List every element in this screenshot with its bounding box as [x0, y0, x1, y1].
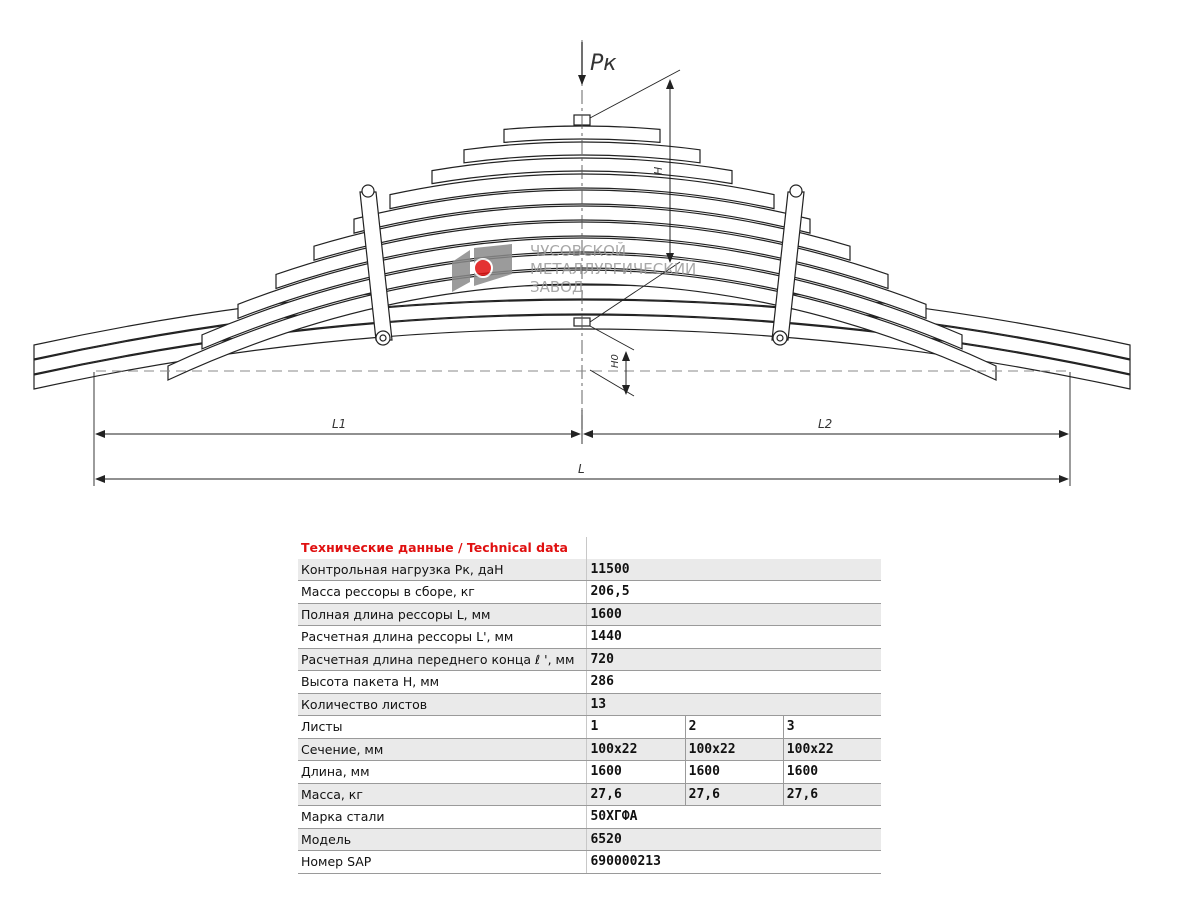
total-length-label: L	[578, 462, 585, 476]
table-row	[298, 581, 881, 604]
logo-text-line3: ЗАВОД	[530, 278, 584, 296]
row-label: Номер SAP	[298, 851, 587, 874]
rear-length-label: L2	[818, 417, 833, 431]
leaf-value-3: 1600	[783, 761, 881, 784]
front-length-label: L1	[332, 417, 347, 431]
table-row	[298, 648, 881, 671]
length-row	[298, 761, 881, 784]
camber-label: H0	[610, 354, 621, 368]
table-row	[298, 671, 881, 694]
logo-dot	[474, 259, 492, 277]
row-value: 11500	[587, 559, 881, 581]
row-label: Масса, кг	[298, 783, 587, 806]
leaf-value-2: 1600	[685, 761, 783, 784]
row-value: 1440	[587, 626, 881, 649]
table-row	[298, 559, 881, 581]
leaf-value-3: 3	[783, 716, 881, 739]
row-label: Листы	[298, 716, 587, 739]
row-value: 6520	[587, 828, 881, 851]
row-value: 13	[587, 693, 881, 716]
technical-data-table	[298, 537, 881, 874]
row-label: Полная длина рессоры L, мм	[298, 603, 587, 626]
leaf-value-1: 1600	[587, 761, 685, 784]
row-label: Высота пакета Н, мм	[298, 671, 587, 694]
row-label: Марка стали	[298, 806, 587, 829]
section-row	[298, 738, 881, 761]
row-value: 50ХГФА	[587, 806, 881, 829]
row-label: Расчетная длина рессоры L', мм	[298, 626, 587, 649]
row-label: Контрольная нагрузка Рк, даН	[298, 559, 587, 581]
leaf-value-1: 100x22	[587, 738, 685, 761]
load-arrow	[582, 42, 617, 84]
leaf-value-1: 27,6	[587, 783, 685, 806]
table-row	[298, 603, 881, 626]
table-row	[298, 626, 881, 649]
leaf-value-3: 27,6	[783, 783, 881, 806]
row-value: 206,5	[587, 581, 881, 604]
row-label: Расчетная длина переднего конца ℓ ', мм	[298, 648, 587, 671]
leaves-header-row	[298, 716, 881, 739]
logo-text-line1: ЧУСОВСКОЙ	[530, 242, 627, 260]
leaf-value-2: 27,6	[685, 783, 783, 806]
leaf-value-2: 2	[685, 716, 783, 739]
row-label: Длина, мм	[298, 761, 587, 784]
row-label: Количество листов	[298, 693, 587, 716]
table-title: Технические данные / Technical data	[298, 537, 587, 559]
row-value: 690000213	[587, 851, 881, 874]
row-value: 1600	[587, 603, 881, 626]
leaf-value-2: 100x22	[685, 738, 783, 761]
table-row	[298, 851, 881, 874]
mass-row	[298, 783, 881, 806]
row-label: Модель	[298, 828, 587, 851]
load-label: Pк	[590, 51, 617, 76]
row-value: 720	[587, 648, 881, 671]
logo-text-line2: МЕТАЛЛУРГИЧЕСКИЙ	[530, 260, 697, 278]
leaf-value-1: 1	[587, 716, 685, 739]
row-label: Сечение, мм	[298, 738, 587, 761]
row-value: 286	[587, 671, 881, 694]
row-label: Масса рессоры в сборе, кг	[298, 581, 587, 604]
table-row	[298, 806, 881, 829]
height-label: H	[652, 166, 665, 175]
table-row	[298, 828, 881, 851]
leaf-value-3: 100x22	[783, 738, 881, 761]
table-row	[298, 693, 881, 716]
